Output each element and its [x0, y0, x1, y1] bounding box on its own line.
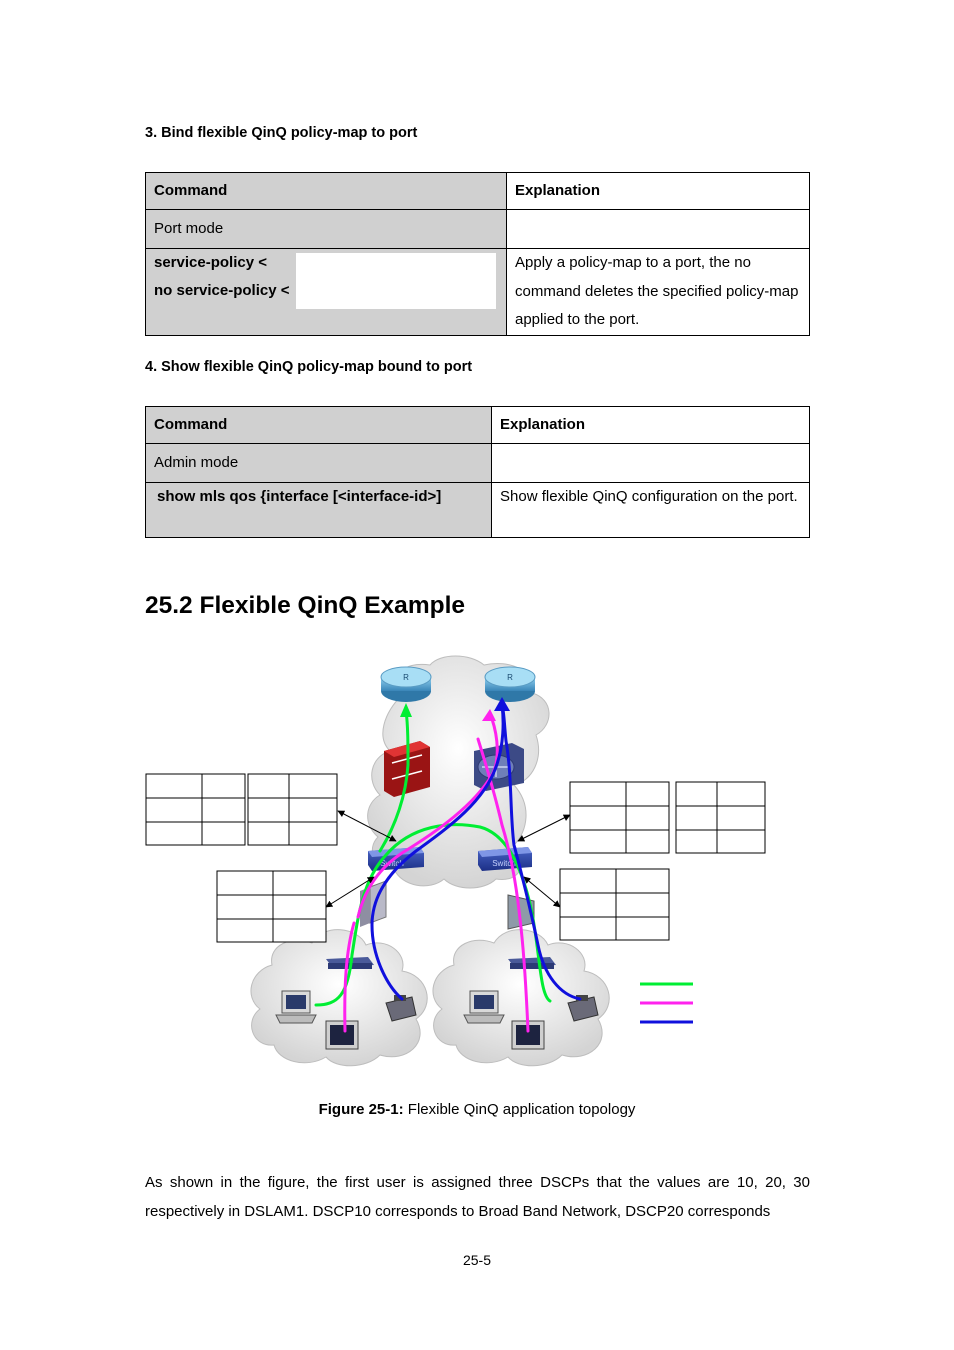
step3-col-command: Command: [146, 173, 507, 210]
step4-mode: Admin mode: [146, 444, 492, 483]
figure-caption: [0, 1101, 954, 1118]
pc-right-icon: [464, 991, 504, 1023]
step4-explanation: Show flexible QinQ configuration on the port.: [492, 483, 810, 538]
topology-figure: [140, 655, 780, 1075]
grid-table-top-right-a: [570, 782, 669, 853]
router-left-icon: [381, 667, 431, 702]
step4-col-command: Command: [146, 407, 492, 444]
switch-right-label: Switch: [492, 859, 516, 868]
step3-command-cell: [146, 249, 507, 336]
step3-col-explanation: Explanation: [507, 173, 810, 210]
grid-table-top-right-b: [676, 782, 765, 853]
step3-table: [145, 172, 810, 336]
step3-title: 3. Bind flexible QinQ policy-map to port: [145, 125, 418, 141]
step4-title: 4. Show flexible QinQ policy-map bound to port: [145, 359, 473, 375]
switch-left-label: Switch: [380, 859, 404, 868]
grid-table-top-left-a: [146, 774, 245, 845]
step3-cmd-line1: service-policy <: [154, 254, 267, 271]
grid-table-mid-left: [217, 871, 326, 942]
grid-table-mid-right: [560, 869, 669, 940]
section-title: 25.2 Flexible QinQ Example: [145, 592, 465, 619]
legend: [640, 984, 693, 1022]
router-right-label: R: [507, 673, 513, 682]
router-left-label: R: [403, 673, 409, 682]
pc-left-icon: [276, 991, 316, 1023]
switch-right-icon: [478, 847, 532, 871]
step4-col-explanation: Explanation: [492, 407, 810, 444]
router-right-icon: [485, 667, 535, 702]
step3-cmd-line2: no service-policy <: [154, 282, 290, 299]
step4-table: [145, 406, 810, 538]
caption-label: Figure 25-1:: [318, 1101, 404, 1118]
caption-text: Flexible QinQ application topology: [403, 1101, 636, 1118]
step3-mode: Port mode: [146, 210, 507, 249]
body-paragraph: As shown in the figure, the first user is assigned three DSCPs that the values are 10, 20, 30 respectively in DSLAM1. DSCP10 corresponds to Broad Band Network, DSCP20 corresponds: [145, 1174, 810, 1220]
modem-right-icon: [508, 957, 556, 969]
step3-explanation: Apply a policy-map to a port, the no command deletes the specified policy-map applied to the port.: [507, 249, 810, 336]
step4-command: show mls qos {interface [<interface-id>]: [146, 483, 492, 538]
grid-table-top-left-b: [248, 774, 337, 845]
page-number: 25-5: [462, 1252, 492, 1268]
tv-left-icon: [326, 1021, 358, 1049]
command-redaction: [296, 253, 496, 309]
